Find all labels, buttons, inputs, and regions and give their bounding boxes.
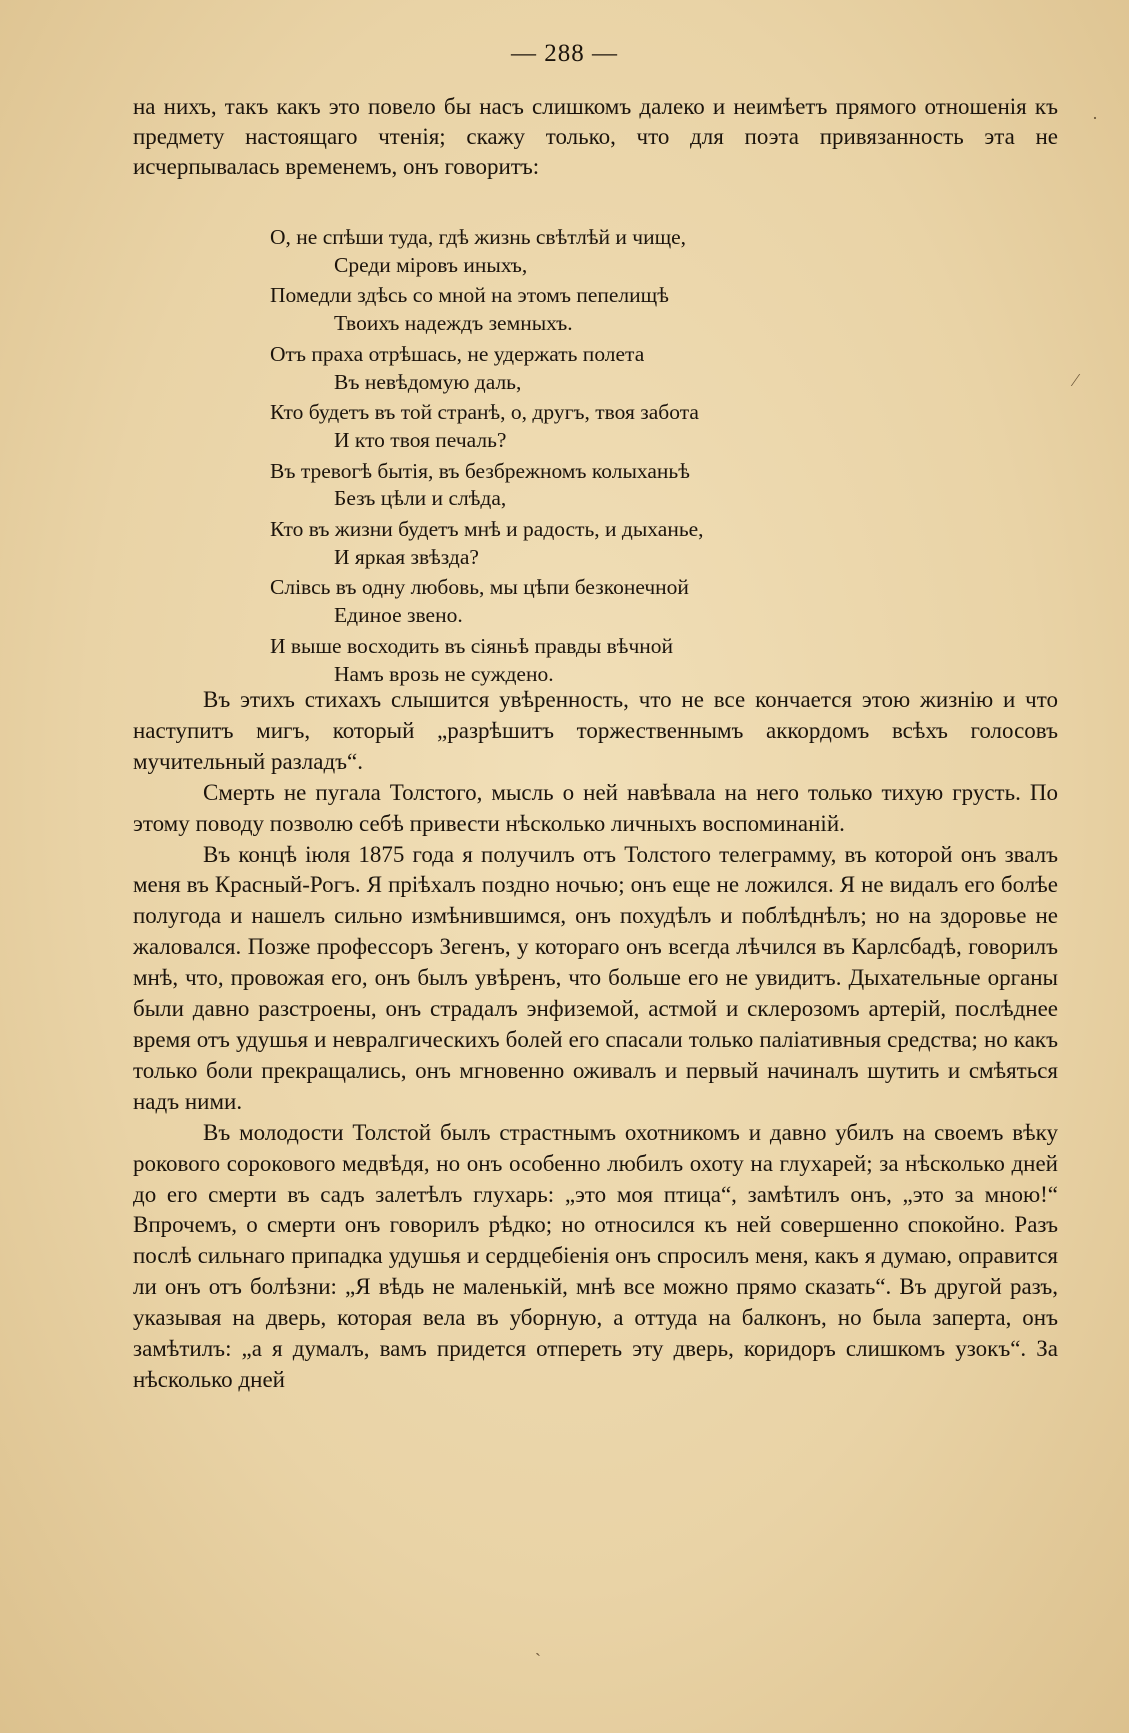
intro-paragraph-block	[133, 92, 1058, 182]
body-paragraph: Смерть не пугала Толстого, мысль о ней навѣвала на него только тихую грусть. По этому поводу позволю себѣ привести нѣсколько личныхъ воспоминаній.	[133, 779, 1058, 836]
poem-line: Безъ цѣли и слѣда,	[334, 486, 507, 511]
poem-line: Кто въ жизни будетъ мнѣ и радость, и дыханье,	[270, 517, 704, 542]
poem-line: Среди міровъ иныхъ,	[334, 252, 528, 277]
poem-line: И кто твоя печаль?	[334, 427, 507, 452]
poem-line: Слівсь въ одну любовь, мы цѣпи безконечной	[270, 575, 689, 600]
body-paragraph: Въ концѣ іюля 1875 года я получилъ отъ Толстого телеграмму, въ которой онъ звалъ меня въ Красный-Рогъ. Я пріѣхалъ поздно ночью; онъ еще не ложился. Я не видалъ его болѣе полугода и нашелъ сильно измѣнившимся, онъ похудѣлъ и поблѣднѣлъ; но на здоровье не жаловался. Позже профессоръ Зегенъ, у котораго онъ всегда лѣчился въ Карлсбадѣ, говорилъ мнѣ, что, провожая его, онъ былъ увѣренъ, что больше его не увидитъ. Дыхательные органы были давно разстроены, онъ страдалъ энфиземой, астмой и склерозомъ артерій, послѣднее время отъ удушья и невралгическихъ болей его спасали только паліативныя средства; но какъ только боли прекращались, онъ мгновенно оживалъ и первый начиналъ шутить и смѣяться надъ ними.	[133, 841, 1058, 1114]
poem-line: Твоихъ надеждъ земныхъ.	[334, 311, 573, 336]
scan-speck: ⁄	[1074, 370, 1078, 390]
body-text	[133, 685, 1058, 1396]
poem-line: И яркая звѣзда?	[334, 544, 479, 569]
scan-speck: ˎ	[535, 1636, 541, 1656]
poem-line: Единое звено.	[334, 603, 463, 628]
poem-line: Кто будетъ въ той странѣ, о, другъ, твоя забота	[270, 400, 699, 425]
poem-line: И выше восходить въ сіяньѣ правды вѣчной	[270, 633, 674, 658]
poem-line: Въ невѣдомую даль,	[334, 369, 522, 394]
poem-line: О, не спѣши туда, гдѣ жизнь свѣтлѣй и чище,	[270, 225, 687, 249]
page-number: — 288 —	[511, 40, 618, 67]
poem-line: Отъ праха отрѣшась, не удержать полета	[270, 341, 645, 366]
poem	[270, 224, 970, 688]
intro-paragraph: на нихъ, такъ какъ это повело бы насъ слишкомъ далеко и неимѣетъ прямого отношенія къ предмету настоящаго чтенія; скажу только, что для поэта привязанность эта не исчерпывалась временемъ, онъ говоритъ:	[133, 94, 1058, 179]
poem-line: Намъ врозь не суждено.	[334, 661, 554, 686]
scan-speck: ·	[1092, 108, 1098, 128]
body-paragraph: Въ молодости Толстой былъ страстнымъ охотникомъ и давно убилъ на своемъ вѣку рокового сорокового медвѣдя, но онъ особенно любилъ охоту на глухарей; за нѣсколько дней до его смерти въ садъ залетѣлъ глухарь: „это моя птица“, замѣтилъ онъ, „это за мною!“ Впрочемъ, о смерти онъ говорилъ рѣдко; но относился къ ней совершенно спокойно. Разъ послѣ сильнаго припадка удушья и сердцебіенія онъ спросилъ меня, какъ я думаю, оправится ли онъ отъ болѣзни: „Я вѣдь не маленькій, мнѣ все можно прямо сказать“. Въ другой разъ, указывая на дверь, которая вела въ уборную, а оттуда на балконъ, но была заперта, онъ замѣтилъ: „а я думалъ, вамъ придется отпереть эту дверь, коридоръ слишкомъ узокъ“. За нѣсколько дней	[133, 1119, 1058, 1392]
poem-line: Въ тревогѣ бытія, въ безбрежномъ колыханьѣ	[270, 458, 690, 483]
body-paragraph: Въ этихъ стихахъ слышится увѣренность, что не все кончается этою жизнію и что наступитъ мигъ, который „разрѣшитъ торжественнымъ аккордомъ всѣхъ голосовъ мучительный разладъ“.	[133, 687, 1058, 774]
poem-line: Помедли здѣсь со мной на этомъ пепелищѣ	[270, 283, 669, 308]
